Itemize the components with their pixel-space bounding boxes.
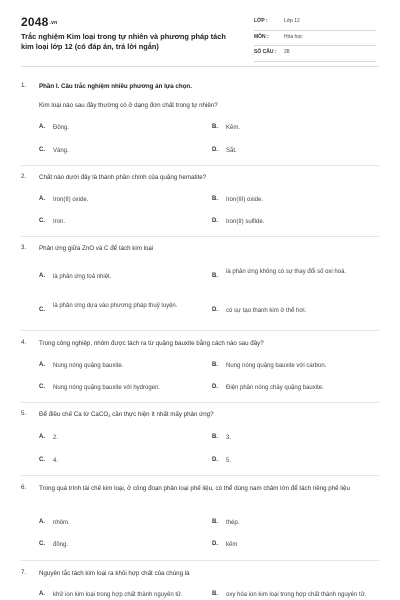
option-letter: B.: [212, 434, 218, 440]
question-text: Trong quá trình tái chế kim loại, ở công đoạn phân loại phế liệu, có thể dùng nam châm lớn để tách riêng phế liệu: [39, 485, 350, 492]
logo-text: 2048: [21, 15, 49, 29]
option-letter: C.: [39, 307, 45, 313]
option-letter: D.: [212, 218, 218, 224]
option-text: là phản ứng toả nhiệt.: [53, 274, 112, 280]
option-text: Sắt.: [226, 148, 237, 154]
question-number: 3.: [21, 244, 27, 251]
question-text-part: Để điều chế Ca từ CaCO: [39, 411, 109, 418]
option-text: là phản ứng không có sự thay đổi số oxi hoá.: [226, 269, 347, 275]
question-divider: [21, 165, 379, 166]
option-text: 4.: [53, 458, 59, 464]
option-letter: A.: [39, 591, 45, 597]
option-letter: A.: [39, 124, 45, 130]
question-number: 7.: [21, 569, 27, 576]
meta-row-count: [254, 46, 376, 62]
option-letter: B.: [212, 273, 218, 279]
option-letter: C.: [39, 384, 45, 390]
meta-row-grade: [254, 15, 376, 31]
option-text: Iron(II) sulfide.: [226, 219, 265, 225]
option-text: Kẽm.: [226, 125, 241, 131]
option-letter: B.: [212, 196, 218, 202]
question-number: 1.: [21, 82, 27, 89]
option-letter: C.: [39, 541, 45, 547]
option-letter: D.: [212, 307, 218, 313]
option-text: Vàng.: [53, 148, 69, 154]
option-letter: D.: [212, 541, 218, 547]
meta-row-subject: [254, 31, 376, 47]
site-logo[interactable]: [21, 15, 57, 29]
option-letter: C.: [39, 457, 45, 463]
option-text: oxy hóa ion kim loại trong hợp chất thành nguyên tử.: [226, 592, 367, 598]
option-letter: C.: [39, 218, 45, 224]
option-text: Điện phân nóng chảy quặng bauxite.: [226, 385, 324, 391]
option-letter: A.: [39, 273, 45, 279]
option-text: Đồng.: [53, 125, 70, 131]
question-text: Chất nào dưới đây là thành phần chính của quặng hematite?: [39, 174, 207, 181]
question-number: 5.: [21, 410, 27, 417]
option-text: thép.: [226, 520, 240, 526]
option-text: 3.: [226, 435, 232, 441]
meta-value: Hóa học: [284, 33, 303, 40]
option-text: đồng.: [53, 542, 69, 548]
option-text: Iron(II) oxide.: [53, 197, 89, 203]
option-text: 5.: [226, 458, 232, 464]
question-text: Trong công nghiệp, nhôm được tách ra từ quặng bauxite bằng cách nào sau đây?: [39, 340, 264, 347]
question-number: 4.: [21, 339, 27, 346]
section-heading: Phần I. Câu trắc nghiệm nhiều phương án lựa chọn.: [39, 83, 192, 90]
option-letter: D.: [212, 147, 218, 153]
option-letter: A.: [39, 196, 45, 202]
option-letter: B.: [212, 591, 218, 597]
question-divider: [21, 330, 379, 331]
question-divider: [21, 236, 379, 237]
option-text: có sự tạo thành kim ở thể hơi.: [226, 308, 307, 314]
meta-key: SỐ CÂU :: [254, 49, 277, 55]
question-divider: [21, 475, 379, 476]
logo-suffix: .vn: [49, 20, 58, 26]
question-number: 2.: [21, 173, 27, 180]
question-divider: [21, 560, 379, 561]
option-letter: B.: [212, 362, 218, 368]
question-text: [39, 410, 377, 420]
option-letter: B.: [212, 519, 218, 525]
option-text: Nung nóng quặng bauxite với carbon.: [226, 363, 327, 369]
option-text: 2.: [53, 435, 59, 441]
option-text: kẽm: [226, 542, 238, 548]
option-letter: A.: [39, 362, 45, 368]
question-number: 6.: [21, 484, 27, 491]
option-letter: D.: [212, 384, 218, 390]
option-letter: C.: [39, 147, 45, 153]
header-divider: [21, 66, 379, 67]
option-letter: D.: [212, 457, 218, 463]
option-letter: A.: [39, 434, 45, 440]
option-text: khử ion kim loại trong hợp chất thành nguyên tử.: [53, 592, 183, 598]
option-letter: A.: [39, 519, 45, 525]
option-text: Nung nóng quặng bauxite.: [53, 363, 124, 369]
meta-key: LỚP :: [254, 18, 268, 24]
question-text: Nguyên tắc tách kim loại ra khỏi hợp chất của chúng là: [39, 570, 190, 577]
question-text: Phản ứng giữa ZnO và C để tách kim loại: [39, 245, 154, 252]
meta-key: MÔN :: [254, 33, 269, 40]
question-text-part: cần thực hiện ít nhất mấy phản ứng?: [110, 411, 214, 418]
option-text: Iron.: [53, 219, 66, 225]
option-text: là phản ứng dựa vào phương pháp thuỷ luyện.: [53, 303, 178, 309]
option-text: nhôm.: [53, 520, 70, 526]
option-letter: B.: [212, 124, 218, 130]
page-title: Trắc nghiệm Kim loại trong tự nhiên và phương pháp tách kim loại lớp 12 (có đáp án, trả lời ngắn): [21, 32, 226, 51]
question-divider: [21, 402, 379, 403]
option-text: Nung nóng quặng bauxite với hydrogen.: [53, 385, 161, 391]
meta-value: Lớp 12: [284, 18, 300, 24]
meta-table: [254, 15, 376, 62]
option-text: Iron(III) oxide.: [226, 197, 264, 203]
meta-value: 28: [284, 49, 290, 55]
subscript: 3: [108, 413, 111, 418]
question-text: Kim loại nào sau đây thường có ở dạng đơn chất trong tự nhiên?: [39, 102, 218, 109]
